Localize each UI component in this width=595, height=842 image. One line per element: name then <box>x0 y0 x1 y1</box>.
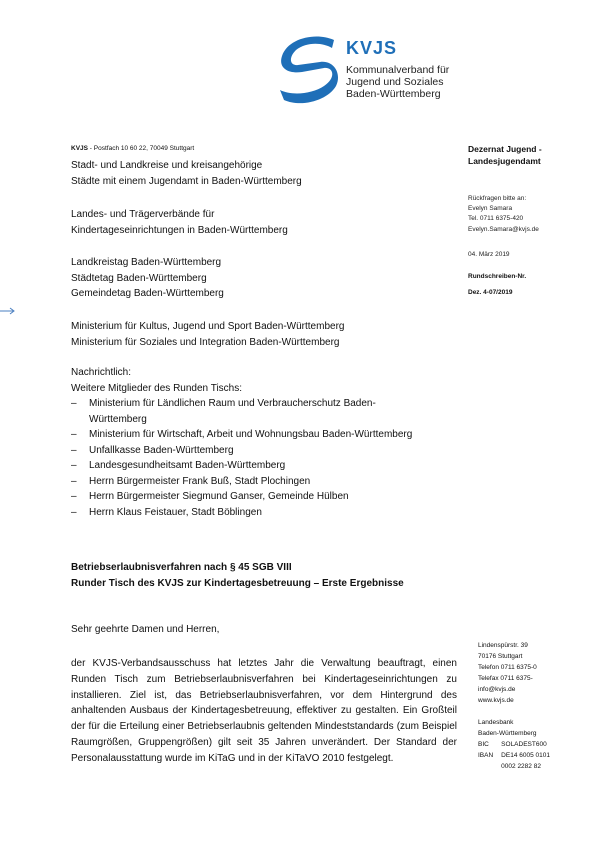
cc-heading-block <box>71 365 242 396</box>
rundschreiben-number: Dez. 4-07/2019 <box>468 289 513 296</box>
address-line: Landes- und Trägerverbände für <box>71 209 215 220</box>
footer-city: 70176 Stuttgart <box>478 653 523 660</box>
cc-heading: Nachrichtlich: <box>71 367 132 378</box>
address-line: Ministerium für Soziales und Integration Baden-Württemberg <box>71 336 340 348</box>
list-item <box>71 396 431 427</box>
list-item-text: Ministerium für Ländlichen Raum und Verbraucherschutz Baden-Württemberg <box>89 398 376 425</box>
sender-org: KVJS <box>71 145 88 152</box>
logo-abbreviation: KVJS <box>346 38 398 58</box>
subject <box>71 560 404 592</box>
logo-line-3: Baden-Württemberg <box>346 88 441 100</box>
iban-value-2: 0002 2282 82 <box>501 763 541 770</box>
address-line: Kindertageseinrichtungen in Baden-Württemberg <box>71 224 288 236</box>
subject-line-1: Betriebserlaubnisverfahren nach § 45 SGB VIII <box>71 562 292 573</box>
footer-email[interactable]: info@kvjs.de <box>478 686 516 693</box>
dash: – <box>71 398 77 409</box>
sender-line <box>71 145 194 152</box>
salutation: Sehr geehrte Damen und Herren, <box>71 624 220 635</box>
footer-web[interactable]: www.kvjs.de <box>478 697 514 704</box>
footer-telefon: Telefon 0711 6375-0 <box>478 664 537 671</box>
dash: – <box>71 491 77 502</box>
iban-label: IBAN <box>478 752 494 759</box>
footer-bank-name: Landesbank <box>478 719 514 726</box>
address-line: Städte mit einem Jugendamt in Baden-Württemberg <box>71 175 302 187</box>
subject-line-2: Runder Tisch des KVJS zur Kindertagesbetreuung – Erste Ergebnisse <box>71 578 404 589</box>
dezernat <box>468 143 542 167</box>
dezernat-line-2: Landesjugendamt <box>468 156 541 166</box>
contact-label: Rückfragen bitte an: <box>468 195 527 202</box>
contact-name: Evelyn Samara <box>468 205 513 213</box>
dash: – <box>71 429 77 440</box>
dash: – <box>71 444 77 456</box>
bank-row-iban <box>478 750 558 761</box>
bic-value: SOLADEST600 <box>501 741 547 748</box>
list-item-text: Herrn Klaus Feistauer, Stadt Böblingen <box>89 506 262 518</box>
list-item-text: Unfallkasse Baden-Württemberg <box>89 444 234 456</box>
rundschreiben-label: Rundschreiben-Nr. <box>468 273 527 280</box>
bank-row-bic <box>478 739 558 750</box>
contact-email[interactable]: Evelyn.Samara@kvjs.de <box>468 225 539 233</box>
contact-block <box>468 194 539 235</box>
dash: – <box>71 460 77 471</box>
logo-line-2: Jugend und Soziales <box>346 76 444 88</box>
dash: – <box>71 506 77 518</box>
footer-telefax: Telefax 0711 6375- <box>478 675 533 682</box>
list-item <box>71 443 431 459</box>
list-item-text: Landesgesundheitsamt Baden-Württemberg <box>89 460 286 471</box>
footer-info <box>478 640 588 772</box>
address-line: Städtetag Baden-Württemberg <box>71 272 207 284</box>
address-block-3 <box>71 255 224 302</box>
footer-bank-region: Baden-Württemberg <box>478 730 537 737</box>
margin-arrow-icon <box>0 307 16 315</box>
address-block-2 <box>71 207 288 238</box>
list-item <box>71 474 431 490</box>
footer-street: Lindenspürstr. 39 <box>478 642 528 649</box>
list-item-text: Herrn Bürgermeister Siegmund Ganser, Gemeinde Hülben <box>89 491 349 502</box>
bic-label: BIC <box>478 741 489 748</box>
address-line: Stadt- und Landkreise und kreisangehörige <box>71 160 263 171</box>
list-item <box>71 427 431 443</box>
list-item-text: Herrn Bürgermeister Frank Buß, Stadt Plochingen <box>89 475 311 487</box>
address-block-1 <box>71 158 302 189</box>
contact-tel: Tel. 0711 6375-420 <box>468 215 524 223</box>
address-line: Landkreistag Baden-Württemberg <box>71 257 222 268</box>
dash: – <box>71 475 77 487</box>
address-block-4 <box>71 319 344 350</box>
iban-value-1: DE14 6005 0101 <box>501 752 550 759</box>
bank-row-iban-cont <box>478 761 558 772</box>
cc-list <box>71 396 431 520</box>
list-item-text: Ministerium für Wirtschaft, Arbeit und Wohnungsbau Baden-Württemberg <box>89 429 413 440</box>
dezernat-line-1: Dezernat Jugend - <box>468 144 542 154</box>
bank-table <box>478 739 558 772</box>
kvjs-logo <box>276 34 476 106</box>
list-item <box>71 489 431 505</box>
letter-date: 04. März 2019 <box>468 251 510 258</box>
cc-subheading: Weitere Mitglieder des Runden Tischs: <box>71 382 243 394</box>
list-item <box>71 505 431 521</box>
list-item <box>71 458 431 474</box>
logo-line-1: Kommunalverband für <box>346 64 450 76</box>
address-line: Gemeindetag Baden-Württemberg <box>71 288 224 299</box>
sender-address: - Postfach 10 60 22, 70049 Stuttgart <box>87 145 195 152</box>
body-paragraph: der KVJS-Verbandsausschuss hat letztes Jahr die Verwaltung beauftragt, einen Runden Tisch zum Betriebserlaubnisverfahren bei Kindertageseinrichtungen zu installieren. Ziel ist, das Betriebserlaubnisverfahren, vor dem Hintergrund des anhaltenden Ausbaus der Kindertagesbetreuung, effektiver zu gestalten. Ein Großteil der für die Erteilung einer Betriebserlaubnis geltenden Mindeststandards (zum Beispiel Raumgrößen, Gruppengrößen) gilt seit 35 Jahren unverändert. Der Standard der Personalausstattung wurde im KiTaG und in der KiTaVO 2010 festgelegt. <box>71 658 457 764</box>
kvjs-logo-icon <box>276 34 342 106</box>
address-line: Ministerium für Kultus, Jugend und Sport Baden-Württemberg <box>71 321 345 332</box>
